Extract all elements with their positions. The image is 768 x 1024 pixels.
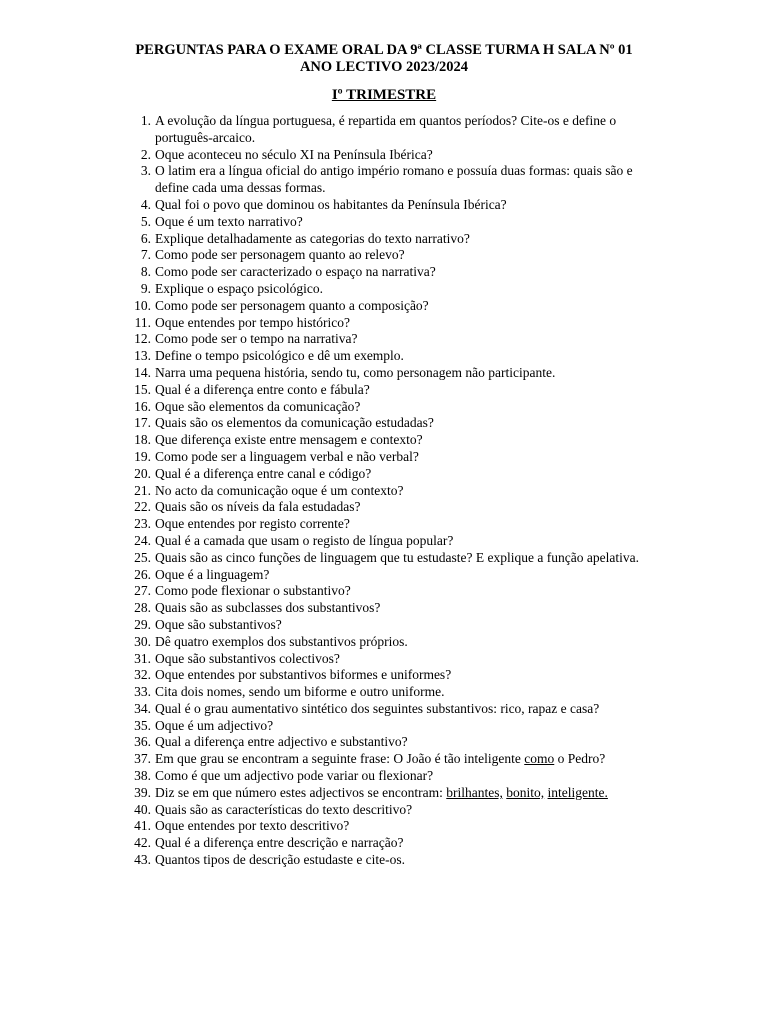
question-item	[123, 499, 643, 516]
question-text-segment: Quais são as cinco funções de linguagem que tu estudaste? E explique a função apelativa.	[155, 549, 639, 565]
question-text-segment: Diz se em que número estes adjectivos se encontram:	[155, 784, 447, 800]
question-text	[155, 499, 643, 516]
question-number: 5.	[140, 213, 151, 229]
question-item	[123, 802, 643, 819]
question-number: 15.	[134, 381, 151, 397]
question-text-segment: Oque entendes por texto descritivo?	[155, 818, 350, 834]
question-item	[123, 331, 643, 348]
question-text-segment: Oque aconteceu no século XI na Península Ibérica?	[155, 146, 433, 162]
question-text-segment: Quais são os elementos da comunicação estudadas?	[155, 415, 434, 431]
question-number: 20.	[134, 465, 151, 481]
question-text	[155, 835, 643, 852]
question-text	[155, 516, 643, 533]
question-text-segment: Oque são elementos da comunicação?	[155, 398, 361, 414]
question-text	[155, 785, 643, 802]
question-text-segment: Oque são substantivos colectivos?	[155, 650, 340, 666]
question-number: 19.	[134, 448, 151, 464]
question-text-segment: O latim era a língua oficial do antigo império romano e possuía duas formas: quais são e define cada uma dessas formas.	[155, 163, 633, 196]
question-item	[123, 281, 643, 298]
question-text	[155, 382, 643, 399]
question-text-segment: Cita dois nomes, sendo um biforme e outro uniforme.	[155, 684, 445, 700]
question-item	[123, 550, 643, 567]
question-number: 24.	[134, 532, 151, 548]
question-text	[155, 449, 643, 466]
question-text-segment: Qual foi o povo que dominou os habitantes da Península Ibérica?	[155, 196, 507, 212]
question-text	[155, 634, 643, 651]
question-text-segment: Define o tempo psicológico e dê um exemplo.	[155, 348, 404, 364]
question-number: 36.	[134, 734, 151, 750]
question-number: 39.	[134, 784, 151, 800]
question-number: 6.	[140, 230, 151, 246]
question-text	[155, 399, 643, 416]
question-number: 28.	[134, 600, 151, 616]
question-text	[155, 247, 643, 264]
question-number: 22.	[134, 499, 151, 515]
question-text	[155, 667, 643, 684]
question-item	[123, 835, 643, 852]
question-number: 34.	[134, 700, 151, 716]
question-text	[155, 281, 643, 298]
term-heading: Iº TRIMESTRE	[331, 87, 437, 103]
question-item	[123, 298, 643, 315]
question-item	[123, 382, 643, 399]
question-text-segment: Qual é a diferença entre canal e código?	[155, 465, 372, 481]
question-text	[155, 298, 643, 315]
document-title	[0, 42, 768, 76]
question-text-segment: Qual é o grau aumentativo sintético dos seguintes substantivos: rico, rapaz e casa?	[155, 700, 600, 716]
question-item	[123, 315, 643, 332]
question-text	[155, 533, 643, 550]
question-text-segment: Como pode ser personagem quanto ao relevo?	[155, 247, 405, 263]
question-text-segment: Oque são substantivos?	[155, 616, 282, 632]
question-number: 14.	[134, 364, 151, 380]
question-text	[155, 365, 643, 382]
question-text	[155, 567, 643, 584]
question-number: 41.	[134, 818, 151, 834]
question-text	[155, 684, 643, 701]
question-item	[123, 348, 643, 365]
question-number: 13.	[134, 348, 151, 364]
question-item	[123, 701, 643, 718]
question-text-segment: No acto da comunicação oque é um contexto?	[155, 482, 404, 498]
question-text	[155, 415, 643, 432]
question-item	[123, 600, 643, 617]
question-item	[123, 197, 643, 214]
question-number: 38.	[134, 768, 151, 784]
question-number: 9.	[140, 280, 151, 296]
question-text	[155, 852, 643, 869]
question-item	[123, 147, 643, 164]
question-text	[155, 768, 643, 785]
question-number: 40.	[134, 801, 151, 817]
question-text	[155, 466, 643, 483]
question-number: 33.	[134, 684, 151, 700]
question-text-segment: Qual é a diferença entre descrição e narração?	[155, 835, 404, 851]
question-text	[155, 348, 643, 365]
question-text	[155, 718, 643, 735]
question-text-segment: Dê quatro exemplos dos substantivos próprios.	[155, 633, 408, 649]
question-item	[123, 163, 643, 197]
question-number: 43.	[134, 852, 151, 868]
question-text-segment: Oque é um adjectivo?	[155, 717, 274, 733]
question-list	[123, 113, 643, 869]
question-text-segment: Como pode ser o tempo na narrativa?	[155, 331, 358, 347]
question-item	[123, 113, 643, 147]
question-text-segment: o Pedro?	[554, 751, 606, 767]
question-number: 35.	[134, 717, 151, 733]
question-text-segment: Qual a diferença entre adjectivo e substantivo?	[155, 734, 408, 750]
question-number: 26.	[134, 566, 151, 582]
question-number: 2.	[140, 146, 151, 162]
question-number: 17.	[134, 415, 151, 431]
question-text-segment: Oque entendes por substantivos biformes e uniformes?	[155, 667, 452, 683]
question-item	[123, 449, 643, 466]
underlined-word: como	[524, 751, 555, 767]
question-number: 37.	[134, 751, 151, 767]
question-item	[123, 264, 643, 281]
question-text	[155, 550, 643, 567]
question-text	[155, 734, 643, 751]
question-item	[123, 533, 643, 550]
question-item	[123, 785, 643, 802]
question-text-segment: Oque é um texto narrativo?	[155, 213, 303, 229]
question-item	[123, 684, 643, 701]
question-item	[123, 399, 643, 416]
question-text	[155, 231, 643, 248]
question-text	[155, 147, 643, 164]
question-text-segment: Oque entendes por registo corrente?	[155, 516, 350, 532]
question-text	[155, 651, 643, 668]
question-text	[155, 483, 643, 500]
question-number: 12.	[134, 331, 151, 347]
question-item	[123, 231, 643, 248]
question-number: 31.	[134, 650, 151, 666]
question-text	[155, 331, 643, 348]
question-number: 8.	[140, 264, 151, 280]
question-number: 10.	[134, 297, 151, 313]
question-text-segment: Como pode flexionar o substantivo?	[155, 583, 351, 599]
title-line-2: ANO LECTIVO 2023/2024	[299, 59, 469, 75]
question-number: 11.	[134, 314, 151, 330]
question-text-segment: Que diferença existe entre mensagem e contexto?	[155, 432, 423, 448]
question-text	[155, 197, 643, 214]
question-text-segment: Qual é a camada que usam o registo de língua popular?	[155, 532, 454, 548]
question-text-segment: Como pode ser personagem quanto a composição?	[155, 297, 429, 313]
question-text	[155, 432, 643, 449]
underlined-word: bonito,	[506, 784, 545, 800]
question-text-segment: Quais são os níveis da fala estudadas?	[155, 499, 361, 515]
question-item	[123, 768, 643, 785]
question-text-segment: Quais são as características do texto descritivo?	[155, 801, 413, 817]
question-item	[123, 516, 643, 533]
question-text	[155, 315, 643, 332]
question-item	[123, 718, 643, 735]
question-number: 21.	[134, 482, 151, 498]
question-number: 3.	[140, 163, 151, 179]
question-item	[123, 818, 643, 835]
question-text	[155, 583, 643, 600]
question-text-segment: Narra uma pequena história, sendo tu, como personagem não participante.	[155, 364, 556, 380]
underlined-word: inteligente.	[547, 784, 608, 800]
question-number: 32.	[134, 667, 151, 683]
question-text-segment: Oque entendes por tempo histórico?	[155, 314, 350, 330]
question-item	[123, 667, 643, 684]
question-item	[123, 247, 643, 264]
question-number: 4.	[140, 196, 151, 212]
underlined-word: brilhantes,	[446, 784, 503, 800]
question-text-segment: Como é que um adjectivo pode variar ou flexionar?	[155, 768, 434, 784]
title-line-1: PERGUNTAS PARA O EXAME ORAL DA 9ª CLASSE TURMA H SALA Nº 01	[135, 42, 633, 58]
question-number: 16.	[134, 398, 151, 414]
question-text	[155, 802, 643, 819]
question-item	[123, 852, 643, 869]
question-number: 25.	[134, 549, 151, 565]
question-text	[155, 751, 643, 768]
question-item	[123, 415, 643, 432]
question-text	[155, 701, 643, 718]
question-text-segment: Em que grau se encontram a seguinte frase: O João é tão inteligente	[155, 751, 525, 767]
question-text	[155, 818, 643, 835]
question-text-segment: Qual é a diferença entre conto e fábula?	[155, 381, 370, 397]
question-item	[123, 634, 643, 651]
question-number: 29.	[134, 616, 151, 632]
question-text-segment: A evolução da língua portuguesa, é repartida em quantos períodos? Cite-os e define o português-arcaico.	[155, 113, 617, 145]
question-number: 30.	[134, 633, 151, 649]
question-item	[123, 617, 643, 634]
question-item	[123, 583, 643, 600]
question-number: 27.	[134, 583, 151, 599]
question-text	[155, 163, 643, 197]
question-text	[155, 214, 643, 231]
question-item	[123, 483, 643, 500]
question-text-segment: Oque é a linguagem?	[155, 566, 270, 582]
question-text-segment: Explique o espaço psicológico.	[155, 280, 323, 296]
question-item	[123, 214, 643, 231]
question-number: 23.	[134, 516, 151, 532]
question-number: 1.	[140, 113, 151, 128]
question-text-segment: Quantos tipos de descrição estudaste e cite-os.	[155, 852, 406, 868]
question-text	[155, 617, 643, 634]
question-item	[123, 567, 643, 584]
question-number: 7.	[140, 247, 151, 263]
question-text	[155, 600, 643, 617]
question-item	[123, 466, 643, 483]
question-text-segment: Explique detalhadamente as categorias do texto narrativo?	[155, 230, 470, 246]
question-text	[155, 264, 643, 281]
question-text	[155, 113, 643, 147]
question-item	[123, 365, 643, 382]
question-number: 42.	[134, 835, 151, 851]
question-item	[123, 734, 643, 751]
question-item	[123, 432, 643, 449]
question-text-segment: Como pode ser a linguagem verbal e não verbal?	[155, 448, 419, 464]
question-text-segment: Quais são as subclasses dos substantivos?	[155, 600, 381, 616]
question-number: 18.	[134, 432, 151, 448]
question-item	[123, 651, 643, 668]
question-item	[123, 751, 643, 768]
question-text-segment: Como pode ser caracterizado o espaço na narrativa?	[155, 264, 436, 280]
